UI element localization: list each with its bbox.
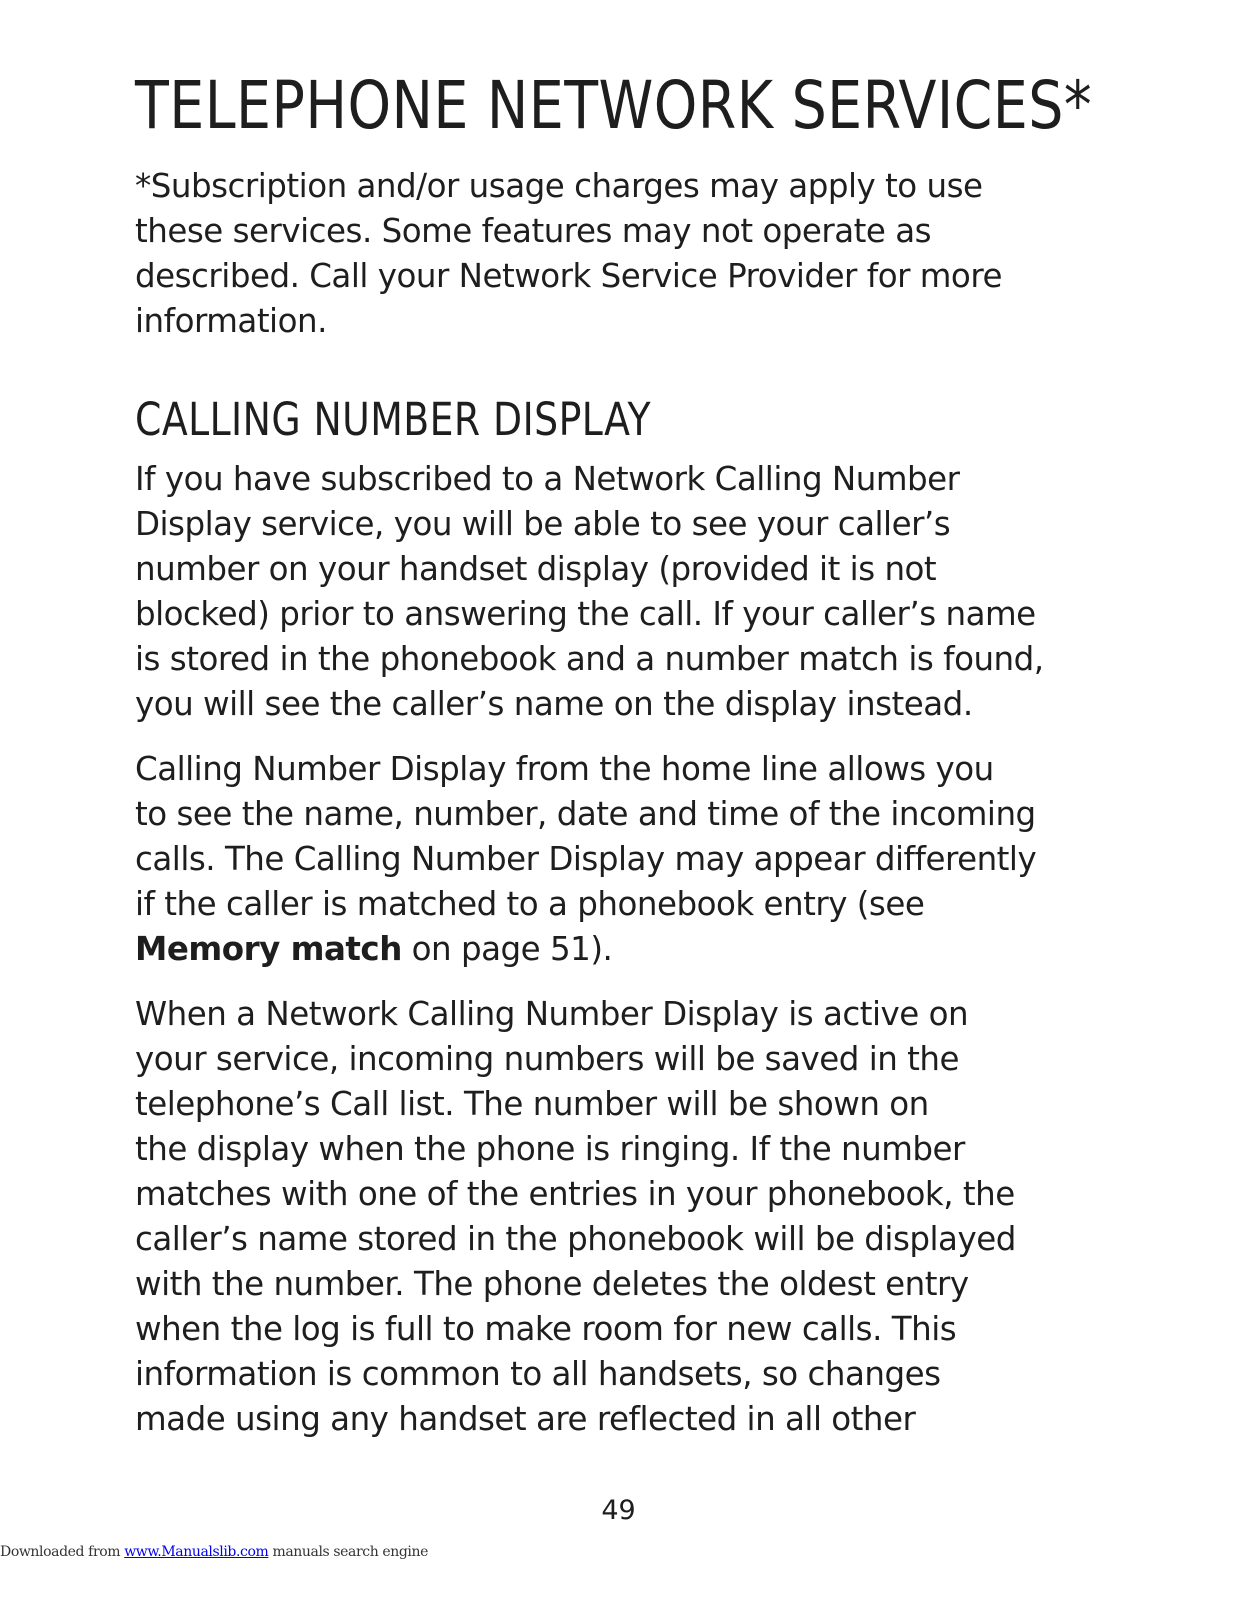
page-number: 49 [601, 1495, 636, 1526]
intro-line: *Subscription and/or usage charges may apply to use [135, 167, 983, 205]
intro-paragraph [135, 164, 1095, 344]
paragraph-line: If you have subscribed to a Network Calling Number [135, 460, 960, 498]
paragraph-2 [135, 747, 1095, 972]
paragraph-line: you will see the caller’s name on the display instead. [135, 685, 973, 723]
paragraph-line: Display service, you will be able to see your caller’s [135, 505, 951, 543]
paragraph-line: When a Network Calling Number Display is active on [135, 995, 969, 1033]
intro-line: information. [135, 302, 327, 340]
manualslib-link[interactable]: www.Manualslib.com [124, 1544, 269, 1560]
paragraph-line: information is common to all handsets, so changes [135, 1355, 941, 1393]
paragraph-1 [135, 457, 1095, 727]
paragraph-line: with the number. The phone deletes the oldest entry [135, 1265, 969, 1303]
paragraph-line: Calling Number Display from the home line allows you [135, 750, 994, 788]
paragraph-line: blocked) prior to answering the call. If your caller’s name [135, 595, 1036, 633]
paragraph-line: to see the name, number, date and time of the incoming [135, 795, 1036, 833]
footer-prefix: Downloaded from [0, 1544, 125, 1560]
paragraph-line: calls. The Calling Number Display may appear differently [135, 840, 1037, 878]
paragraph-line: when the log is full to make room for new calls. This [135, 1310, 957, 1348]
paragraph-line: is stored in the phonebook and a number match is found, [135, 640, 1044, 678]
download-footer [0, 1543, 428, 1561]
paragraph-line-last [135, 927, 1095, 972]
intro-line: these services. Some features may not operate as [135, 212, 932, 250]
paragraph-line: caller’s name stored in the phonebook will be displayed [135, 1220, 1016, 1258]
paragraph-line: number on your handset display (provided it is not [135, 550, 937, 588]
paragraph-line: made using any handset are reflected in all other [135, 1400, 916, 1438]
page-reference: on page 51). [401, 930, 613, 968]
paragraph-line: your service, incoming numbers will be saved in the [135, 1040, 960, 1078]
paragraph-line: if the caller is matched to a phonebook entry (see [135, 885, 925, 923]
intro-line: described. Call your Network Service Provider for more [135, 257, 1002, 295]
memory-match-reference: Memory match [135, 930, 402, 968]
page-title: TELEPHONE NETWORK SERVICES* [135, 67, 1092, 144]
paragraph-3 [135, 992, 1095, 1442]
paragraph-line: matches with one of the entries in your phonebook, the [135, 1175, 1015, 1213]
paragraph-line: the display when the phone is ringing. If the number [135, 1130, 965, 1168]
section-heading: CALLING NUMBER DISPLAY [135, 393, 651, 446]
footer-suffix: manuals search engine [268, 1544, 429, 1560]
paragraph-line: telephone’s Call list. The number will be shown on [135, 1085, 929, 1123]
